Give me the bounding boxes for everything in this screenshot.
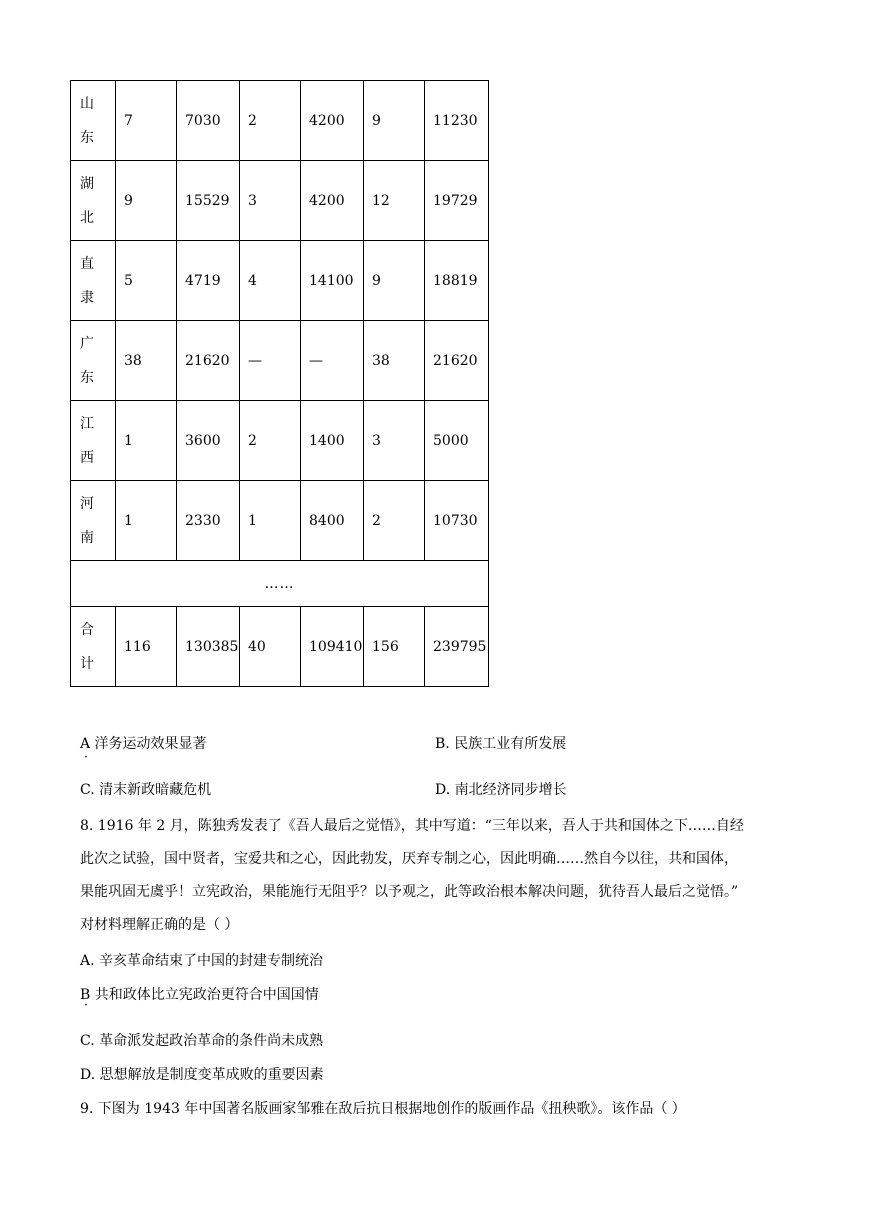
table-row	[71, 241, 489, 321]
table-cell: 1	[240, 481, 301, 561]
q8-stem-line-4: 对材料理解正确的是（ ）	[80, 917, 239, 933]
table-cell: 9	[116, 161, 177, 241]
q8-option-c: C. 革命派发起政治革命的条件尚未成熟	[80, 1033, 324, 1049]
q7-options-row-1	[80, 733, 567, 753]
table-cell: 9	[364, 81, 425, 161]
table-cell: 14100	[301, 241, 364, 321]
table-cell: 12	[364, 161, 425, 241]
total-label-cell: 合 计	[71, 607, 116, 687]
table-cell: 40	[240, 607, 301, 687]
q7-option-d: D. 南北经济同步增长	[435, 782, 567, 798]
table-row	[71, 481, 489, 561]
table-cell: 21620	[425, 321, 489, 401]
q7-option-a: A 洋务运动效果显著 ·	[80, 736, 207, 752]
table-cell: 10730	[425, 481, 489, 561]
q8-stem-line-2: 此次之试验，国中贤者，宝爱共和之心，因此勃发，厌弃专制之心，因此明确……然自今以往，共和国体，	[80, 851, 738, 867]
table-cell: 1400	[301, 401, 364, 481]
table-cell: 7	[116, 81, 177, 161]
table-cell: 239795	[425, 607, 489, 687]
q7-option-b: B. 民族工业有所发展	[435, 736, 567, 752]
table-cell: 4200	[301, 161, 364, 241]
province-cell: 广 东	[71, 321, 116, 401]
table-cell: 2	[364, 481, 425, 561]
table-cell: 1	[116, 401, 177, 481]
table-cell: 3	[240, 161, 301, 241]
table-cell: 3	[364, 401, 425, 481]
table-row	[71, 401, 489, 481]
province-cell: 直 隶	[71, 241, 116, 321]
province-cell: 河 南	[71, 481, 116, 561]
q8-option-b: B 共和政体比立宪政治更符合中国国情 ·	[80, 984, 870, 1004]
table-cell: 156	[364, 607, 425, 687]
ellipsis-cell: ……	[71, 561, 489, 607]
table-cell: 38	[364, 321, 425, 401]
province-cell: 湖 北	[71, 161, 116, 241]
q8-option-d: D. 思想解放是制度变革成败的重要因素	[80, 1067, 324, 1083]
q7-option-c: C. 清末新政暗藏危机	[80, 782, 212, 798]
table-cell: 11230	[425, 81, 489, 161]
table-cell: 3600	[177, 401, 240, 481]
table-cell: 116	[116, 607, 177, 687]
table-cell: 7030	[177, 81, 240, 161]
table-cell: 21620	[177, 321, 240, 401]
province-cell: 江 西	[71, 401, 116, 481]
table-cell: 2330	[177, 481, 240, 561]
table-cell: 18819	[425, 241, 489, 321]
table-row	[71, 321, 489, 401]
table-cell: 4200	[301, 81, 364, 161]
table-cell: —	[301, 321, 364, 401]
q7-options-row-2	[80, 779, 567, 799]
table-cell: 1	[116, 481, 177, 561]
table-cell: —	[240, 321, 301, 401]
table-cell: 15529	[177, 161, 240, 241]
q8-stem-line-1: 8. 1916 年 2 月，陈独秀发表了《吾人最后之觉悟》，其中写道：“三年以来，吾人于共和国体之下……自经	[80, 818, 744, 834]
table-cell: 4	[240, 241, 301, 321]
table-cell: 5	[116, 241, 177, 321]
table-cell: 4719	[177, 241, 240, 321]
province-cell: 山 东	[71, 81, 116, 161]
table-row	[71, 81, 489, 161]
q8-option-a: A. 辛亥革命结束了中国的封建专制统治	[80, 953, 324, 969]
q8-stem-line-3: 果能巩固无虞乎！立宪政治，果能施行无阻乎？以予观之，此等政治根本解决问题，犹待吾人最后之觉悟。”	[80, 884, 739, 900]
q9-stem-line-1: 9. 下图为 1943 年中国著名版画家邹雅在敌后抗日根据地创作的版画作品《扭秧歌》。该作品（ ）	[80, 1101, 686, 1117]
table-cell: 2	[240, 81, 301, 161]
table-cell: 5000	[425, 401, 489, 481]
table-cell: 130385	[177, 607, 240, 687]
table-cell: 19729	[425, 161, 489, 241]
table-row	[71, 161, 489, 241]
table-cell: 38	[116, 321, 177, 401]
table-total-row	[71, 607, 489, 687]
table-ellipsis-row	[71, 561, 489, 607]
table-cell: 9	[364, 241, 425, 321]
data-table	[70, 80, 489, 687]
table-cell: 2	[240, 401, 301, 481]
table-cell: 109410	[301, 607, 364, 687]
table-cell: 8400	[301, 481, 364, 561]
